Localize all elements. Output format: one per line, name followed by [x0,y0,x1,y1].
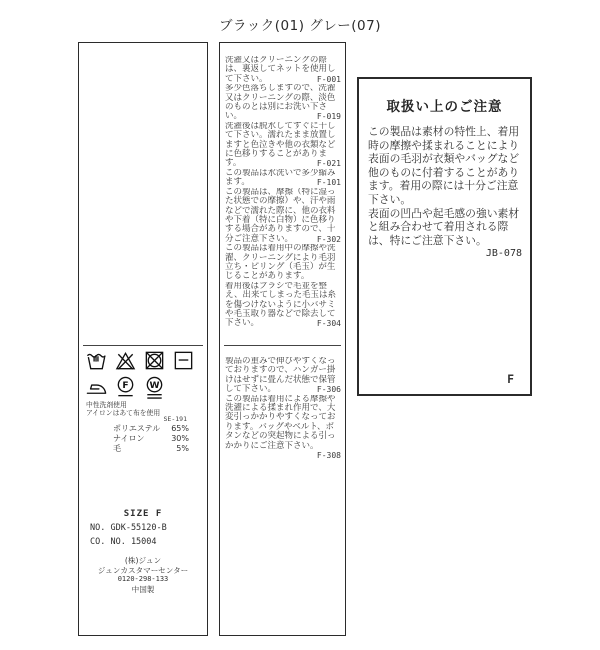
composition-row [79,434,207,444]
size-label: SIZE F [123,509,163,519]
instructions-section-1 [225,56,341,329]
instruction-text: 着用後はブラシで毛並を整え、出来てしまった毛玉は糸を傷つけないように小バサミや毛玉取り器などで除去して下さい。 [225,281,337,329]
instructions-section-2 [225,357,341,460]
flat-dry-icon [172,349,195,372]
notice-title: 取扱い上のご注意 [386,99,503,115]
care-instruction [225,395,341,461]
dry-clean-F-icon [114,375,137,400]
instruction-code: F-021 [316,159,341,169]
material-percent: 5% [176,444,189,453]
do-not-tumble-dry-icon [143,349,166,372]
care-notes [86,401,160,417]
instruction-code: F-302 [316,234,341,244]
instruction-text: この製品は水洗いで多少縮みます。 [225,168,336,188]
care-instruction [225,282,341,329]
notice-text: この製品は素材の特性上、着用時の摩擦や揉まれることにより表面の毛羽が衣類やバッグなど他のものに付着することがあります。着用の際には十分ご注意下さい。 [368,125,520,206]
care-instruction [225,244,341,282]
dry-clean-letter: F [122,380,129,391]
maker-block [79,556,207,594]
notice-paragraph [368,125,522,207]
do-not-bleach-icon [114,349,137,372]
composition-row [79,444,207,454]
material-name: ナイロン [113,434,145,443]
notice-text: 表面の凹凸や起毛感の強い素材と組み合わせて着用される際は、特にご注意下さい。 [368,206,520,247]
wet-clean-letter: W [149,380,160,391]
instruction-text: この製品は、摩擦（特に湿った状態での摩擦）や、汗や雨などで濡れた際に、他の衣料や下着（特に白物）に色移りする場合がありますので、十分ご注意下さい。 [225,187,336,244]
colorway-title: ブラック(01) グレー(07) [219,18,381,34]
instruction-text: この製品は着用による摩擦や洗濯による揉まれ作用で、大変引っかかりやすくなっております。バッグやベルト、ボタンなどの突起物による引っかかりにご注意下さい。 [225,394,336,451]
instruction-text: 洗濯後は脱水してすぐに干して下さい。濡れたまま放置しますと色泣きや他の衣類などに色移りすることがあります。 [225,121,336,169]
care-symbol-row-1 [85,349,195,372]
maker-name: (株)ジュン [124,556,162,565]
care-symbol-row-2 [85,375,166,400]
fold-line [224,345,341,346]
care-instruction [225,188,341,244]
instruction-code: F-001 [316,74,341,84]
care-note-detergent: 中性洗剤使用 [86,401,127,409]
care-instruction [225,84,341,122]
customer-center: ジュンカスタマーセンター [97,565,189,575]
composition-table [79,424,207,454]
composition-row [79,424,207,434]
instructions-panel [219,42,346,636]
instruction-code: F-101 [316,178,341,188]
hand-wash-icon [85,349,108,372]
wet-clean-W-icon [143,375,166,400]
notice-body [368,125,522,261]
material-percent: 30% [171,434,189,443]
notice-size-mark: F [507,372,514,386]
care-instruction [225,169,341,188]
notice-code: JB-078 [485,248,522,260]
instruction-code: F-306 [316,385,341,395]
notice-paragraph [368,207,522,261]
instruction-text: 多少色落ちしますので、洗濯又はクリーニングの際、淡色のものとは別にお洗い下さい。 [225,84,336,122]
instruction-text: この製品は着用中の摩擦や洗濯、クリーニングにより毛羽立ち・ピリング（毛玉）が生じることがあります。 [225,244,336,282]
instruction-text: 洗濯又はクリーニングの際は、裏返してネットを使用して下さい。 [225,56,336,84]
iron-icon [85,375,108,400]
instruction-code: F-308 [316,451,341,461]
country-of-origin: 中国製 [131,584,155,594]
material-name: ポリエステル [113,424,161,433]
instruction-code: F-019 [316,112,341,122]
instruction-code: F-304 [316,319,341,329]
care-symbols-panel [78,42,208,636]
care-instruction [225,357,341,395]
care-instruction [225,56,341,84]
instruction-text: 製品の重みで伸びやすくなっておりますので、ハンガー掛けはせずに畳んだ状態で保管して下さい。 [225,357,336,395]
material-name: 毛 [113,444,121,453]
care-instruction [225,122,341,169]
customer-phone: 0120-298-133 [117,575,169,584]
fold-line [83,345,203,346]
handling-notice-panel [357,77,532,396]
quality-code: SE-191 [163,415,187,423]
item-number: NO. GDK-55120-B [90,523,167,533]
co-number: CO. NO. 15004 [90,537,157,547]
material-percent: 65% [171,424,189,433]
care-note-iron-cloth: アイロンはあて布を使用 [86,409,161,418]
